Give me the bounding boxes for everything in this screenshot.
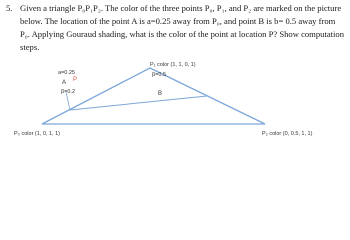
b-value-label: β=0.5 — [152, 72, 167, 78]
point-a-label: A — [62, 80, 67, 86]
question-line-4: steps. — [20, 42, 40, 52]
question-number: 5. — [6, 3, 13, 13]
question-line-2: below. The location of the point A is a=0.25 away from P₀, and point B is b= 0.5 away from — [20, 16, 336, 26]
p1-label: P₁ color (1, 1, 0, 1) — [150, 62, 196, 68]
point-p-label: P — [73, 77, 78, 83]
beta-label: β=0.2 — [61, 89, 76, 95]
point-b-label: B — [158, 91, 163, 97]
p0-label: P₀ color (1, 0, 1, 1) — [14, 131, 60, 137]
question-line-1: 5. Given a triangle P₀P₁P₂. The color of the three points P₀, P₁, and P₂ are marked on the picture — [6, 3, 342, 13]
question-line-3: P₀. Applying Gouraud shading, what is the color of the point at location P? Show computation — [20, 29, 345, 39]
a-value-label: a=0.25 — [58, 70, 75, 76]
p2-label: P₂ color (0, 0.5, 1, 1) — [262, 131, 313, 137]
